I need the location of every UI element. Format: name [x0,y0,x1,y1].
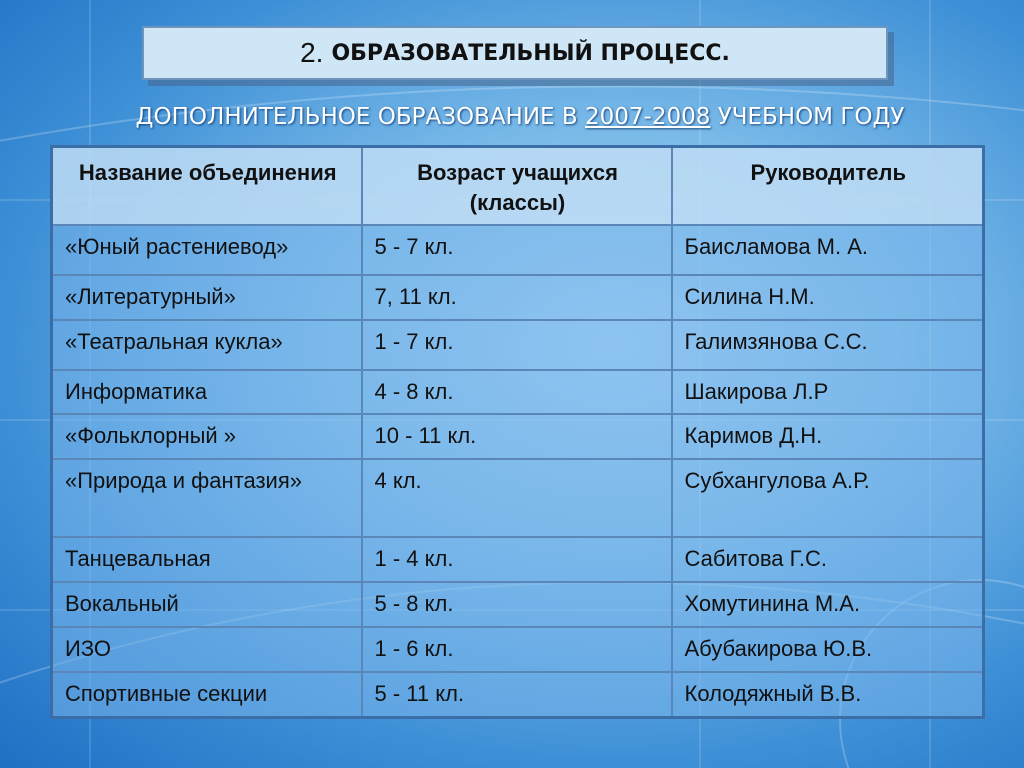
club-leader: Баисламова М. А. [672,225,984,275]
table-row [52,627,984,672]
club-age: 1 - 6 кл. [362,627,672,672]
club-name: «Театральная кукла» [52,320,362,370]
club-name: «Литературный» [52,275,362,320]
club-name: ИЗО [52,627,362,672]
subtitle-prefix: ДОПОЛНИТЕЛЬНОЕ ОБРАЗОВАНИЕ В [135,104,578,130]
header-leader: Руководитель [672,147,984,226]
table-row [52,537,984,582]
table-row [52,459,984,537]
club-age: 5 - 8 кл. [362,582,672,627]
title-box [142,26,888,80]
club-name: Танцевальная [52,537,362,582]
club-leader: Колодяжный В.В. [672,672,984,717]
club-leader: Сабитова Г.С. [672,537,984,582]
club-leader: Абубакирова Ю.В. [672,627,984,672]
clubs-table [50,145,985,719]
club-leader: Субхангулова А.Р. [672,459,984,537]
table-row [52,225,984,275]
table-row [52,414,984,459]
title-number: 2. [300,37,324,68]
club-leader: Каримов Д.Н. [672,414,984,459]
club-name: Спортивные секции [52,672,362,717]
table-row [52,672,984,717]
page-title: ОБРАЗОВАТЕЛЬНЫЙ ПРОЦЕСС. [331,40,730,66]
table-row [52,275,984,320]
club-name: «Природа и фантазия» [52,459,362,537]
header-age: Возраст учащихся (классы) [362,147,672,226]
club-age: 5 - 7 кл. [362,225,672,275]
club-age: 7, 11 кл. [362,275,672,320]
table-row [52,370,984,414]
subtitle [0,104,1024,130]
club-age: 1 - 7 кл. [362,320,672,370]
club-age: 4 - 8 кл. [362,370,672,414]
club-name: Информатика [52,370,362,414]
club-name: «Фольклорный » [52,414,362,459]
club-age: 10 - 11 кл. [362,414,672,459]
club-age: 5 - 11 кл. [362,672,672,717]
club-leader: Шакирова Л.Р [672,370,984,414]
club-name: «Юный растениевод» [52,225,362,275]
table-row [52,320,984,370]
subtitle-suffix: УЧЕБНОМ ГОДУ [717,104,905,130]
table-header-row [52,147,984,226]
subtitle-years: 2007-2008 [585,104,711,130]
club-leader: Хомутинина М.А. [672,582,984,627]
club-leader: Галимзянова С.С. [672,320,984,370]
club-age: 1 - 4 кл. [362,537,672,582]
club-age: 4 кл. [362,459,672,537]
club-leader: Силина Н.М. [672,275,984,320]
header-club-name: Название объединения [52,147,362,226]
table-row [52,582,984,627]
club-name: Вокальный [52,582,362,627]
